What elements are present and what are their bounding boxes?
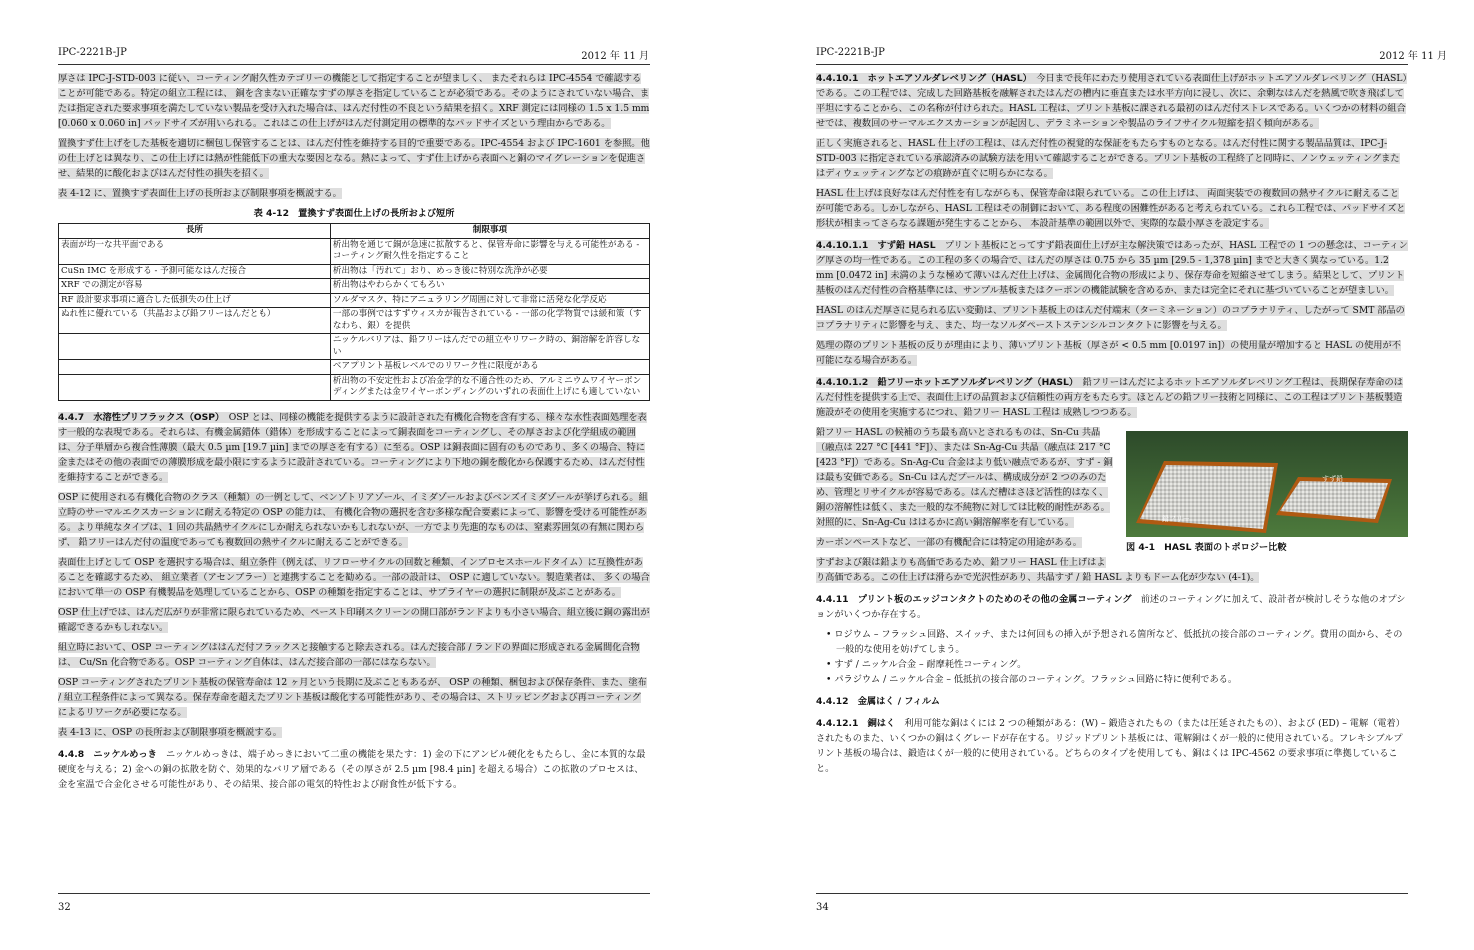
list-item: • パラジウム / ニッケル合金 – 低抵抗の接合部のコーティング。フラッシュ回路に特に便利である。 [826, 672, 1408, 687]
footer-rule [816, 893, 1408, 894]
section-number: 4.4.10.1 [816, 73, 859, 84]
table-row [59, 334, 650, 360]
section-title: 銅はく [867, 718, 896, 729]
paragraph: 表 4-13 に、OSP の長所および制限事項を概説する。 [58, 726, 282, 738]
section-copper-foil: 4.4.12.1 銅はく 利用可能な銅はくには 2 つの種類がある：(W) – 鍛造されたもの（または圧延されたもの）、および (ED) – 電解（電着）されたものまた、いくつかの銅はくグレードが存在する。リジッドプリント基板には、電解銅はくが一般的に使用されている。フレキシブルプリント基板の場合は、鍛造はくが一般的に使用されている。どちらのタイプを使用しても、銅はくは IPC-4562 の要求事項に準拠していること。 [816, 718, 1405, 774]
table-row [59, 293, 650, 308]
table-row [59, 238, 650, 264]
table-cell: 析出物はやわらかくてもろい [330, 279, 649, 294]
table-cell: ぬれ性に優れている（共晶および鉛フリーはんだとも） [59, 308, 331, 334]
footer-rule [58, 893, 650, 894]
paragraph: 正しく実施されると、HASL 仕上げの工程は、はんだ付性の視覚的な保証をもたらすものとなる。はんだ付性に関する製品品質は、IPC-J-STD-003 に指定されている承認済みの試験方法を用いて確認することができる。プリント基板の工程終了と同時に、ノンウェッティングまたはディウェッティングなどの痕跡が直ぐに明らかになる。 [816, 138, 1400, 179]
paragraph: OSP コーティングされたプリント基板の保管寿命は 12 ヶ月という長期に及ぶこともあるが、 OSP の種類、梱包および保存条件、また、塗布 / 組立工程条件によって異なる。保存寿命を超えたプリント基板は酸化する可能性があり、その場合は、ストリッピングおよび再コーティングによるリワークが必要になる。 [58, 676, 647, 718]
section-edge-contact: 4.4.11 プリント板のエッジコンタクトのためのその他の金属コーティング 前述のコーティングに加えて、設計者が検討しそうな他のオプションがいくつか存在する。 [816, 594, 1406, 620]
section-title: すず鉛 HASL [877, 240, 936, 251]
paragraph: 組立時において、OSP コーティングははんだ付フラックスと接触すると除去される。はんだ接合部 / ランドの界面に形成される金属間化合物は、 Cu/Sn 化合物である。OSP コーティング自体は、はんだ接合部の一部にはならない。 [58, 641, 640, 668]
section-title: 金属はく / フィルム [857, 696, 940, 707]
table-cell: 一部の事例ではすずウィスカが報告されている - 一部の化学物質では緩和策（すなわち、銀）を提供 [330, 308, 649, 334]
paragraph: カーボンペーストなど、一部の有機配合には特定の用途がある。 [816, 537, 1082, 548]
section-lead-free-hasl: 4.4.10.1.2 鉛フリーホットエアソルダレベリング（HASL） 鉛フリーはんだによるホットエアソルダレベリング工程は、長期保存寿命のはんだ付性を提供する上で、表面仕上げの品質および信頼性の両方をもたらす。ほとんどの鉛フリー技術と同様に、この工程はプリント基板製造施設がその使用を実施するにつれ、鉛フリー HASL 工程は 成熟しつつある。 [816, 377, 1403, 418]
header-rule [816, 64, 1408, 65]
section-number: 4.4.12 [816, 696, 849, 707]
table-cell [59, 360, 331, 375]
section-number: 4.4.8 [58, 748, 85, 760]
table-row [59, 279, 650, 294]
table-cell: 析出物を通じて銅が急速に拡散すると、保管寿命に影響を与える可能性がある - コーティング耐久性を指定すること [330, 238, 649, 264]
table-cell: CuSn IMC を形成する - 予測可能なはんだ接合 [59, 264, 331, 279]
header-rule [58, 64, 650, 65]
table-cell: XRF での測定が容易 [59, 279, 331, 294]
paragraph: HASL のはんだ厚さに見られる広い変動は、プリント基板上のはんだ付端末（ターミネーション）のコプラナリティ、したがって SMT 部品のコプラナリティに影響を与え、また、均一なソルダペーストステンシルコンタクトに影響を与える。 [816, 305, 1405, 331]
figure-hasl-topology [1126, 431, 1408, 555]
section-nickel: 4.4.8 ニッケルめっき ニッケルめっきは、端子めっきにおいて二重の機能を果たす：1) 金の下にアンビル硬化をもたらし、金に本質的な最硬度を与える；2) 金への銅の拡散を防ぐ、効果的なバリア層である（その厚さが 2.5 µm [98.4 µin] を超える場合）この拡散のプロセスは、金を室温で合金化させる可能性があり、その結果、接合部の電気的特性および耐食性が低下する。 [58, 748, 646, 790]
section-number: 4.4.12.1 [816, 718, 859, 729]
left-page-body [58, 71, 650, 797]
table-cell: 析出物の不安定性および冶金学的な不適合性のため、アルミニウムワイヤーボンディングまたは金ワイヤーボンディングのいずれの表面仕上げにも適していない [330, 374, 649, 400]
section-metal-foil [816, 694, 1408, 709]
running-header-doc-id: IPC-2221B-JP [816, 47, 885, 58]
right-page [737, 0, 1474, 950]
table-row [59, 264, 650, 279]
table-row [59, 360, 650, 375]
table-header-row [59, 224, 650, 239]
table-cell: ベアプリント基板レベルでのリワーク性に限度がある [330, 360, 649, 375]
column-header: 長所 [59, 224, 331, 239]
paragraph: OSP に使用される有機化合物のクラス（種類）の一例として、ベンゾトリアゾール、イミダゾールおよびベンズイミダゾールが挙げられる。組立時のサーマルエクスカーションに耐える特定の OSP の能力は、 有機化合物の選択を含む多様な配合要素によって、影響を受ける可能性がある。より単純なタイプは、1 回の共晶熱サイクルにしか耐えられないかもしれないが、一方でより先進的なものは、窒素雰囲気の有無に関わらず、 鉛フリーはんだ付の温度であっても複数回の熱サイクルに耐えることができる。 [58, 491, 648, 548]
section-title: プリント板のエッジコンタクトのためのその他の金属コーティング [857, 594, 1132, 605]
paragraph: 処理の際のプリント基板の反りが理由により、薄いプリント基板（厚さが < 0.5 mm [0.0197 in]）の使用量が増加すると HASL の使用が不可能になる場合がある。 [816, 340, 1401, 366]
table-row [59, 308, 650, 334]
paragraph: 鉛フリー HASL の候補のうち最も高いとされるものは、Sn-Cu 共晶（融点は 227 °C [441 °F]）、または Sn-Ag-Cu 共晶（融点は 217 °C [423 °F]）である。Sn-Ag-Cu 合金はより低い融点であるが、すず - 銅は最も安価である。Sn-Cu はんだプールは、構成成分が 2 つのみのため、管理とリサイクルが容易である。はんだ槽はさほど活性的はなく、銅の溶解性は低く、また一般的な不純物に対しては比較的耐性がある。対照的に、Sn-Ag-Cu ははるかに高い銅溶解率を有している。 [816, 427, 1113, 528]
table-cell: RF 設計要求事項に適合した低損失の仕上げ [59, 293, 331, 308]
running-header-date: 2012 年 11 月 [1379, 51, 1447, 62]
running-header-doc-id: IPC-2221B-JP [58, 47, 127, 58]
hasl-topology-image [1126, 431, 1408, 537]
table-caption: 表 4-12 置換すず表面仕上げの長所および短所 [253, 208, 455, 219]
paragraph: 置換すず仕上げをした基板を適切に梱包し保管することは、はんだ付性を維持する目的で重要である。IPC-4554 および IPC-1601 を参照。他の仕上げとは異なり、この仕上げには熱が性能低下の重大な要因となる。熱によって、すず仕上げから表面へと銅のマイグレーションを促進させ、結果的に酸化およびはんだ付性の損失を招く。 [58, 138, 650, 179]
list-item: • ロジウム – フラッシュ回路、スイッチ、または何回もの挿入が予想される箇所など、低抵抗の接合部のコーティング。費用の面から、その一般的な使用を妨げてしまう。 [826, 627, 1408, 657]
section-tin-lead-hasl: 4.4.10.1.1 すず鉛 HASL プリント基板にとってすず鉛表面仕上げが主な解決策ではあったが、HASL 工程での 1 つの懸念は、コーティング厚さの均一性である。この工程の多くの場合で、はんだの厚さは 0.75 から 35 µm [29.5 - 1,378 µin] までと大きく異なっている。1.2 mm [0.0472 in] 未満のような極めて薄いはんだ仕上げは、金属間化合物の形成により、保存寿命を短縮させてしまう。結果として、プリント基板のはんだ付性の合格基準には、サンプル基板またはクーポンの機能試験を含めるか、または完全にそれに基づいていることが望ましい。 [816, 240, 1408, 296]
paragraph: すずおよび銀は鉛よりも高価であるため、鉛フリー HASL 仕上げはより高価である。この仕上げは滑らかで光沢性があり、共晶すず / 鉛 HASL よりもドーム化が少ない (4-1)。 [816, 557, 1260, 583]
section-title: 水溶性プリフラックス（OSP） [93, 411, 220, 423]
section-number: 4.4.10.1.2 [816, 377, 869, 388]
section-number: 4.4.10.1.1 [816, 240, 869, 251]
table-cell: ニッケルバリアは、鉛フリーはんだでの組立やリワーク時の、銅溶解を許容しない [330, 334, 649, 360]
table-cell: 析出物は「汚れて」おり、めっき後に特別な洗浄が必要 [330, 264, 649, 279]
table-cell: 表面が均一な共平面である [59, 238, 331, 264]
page-number: 34 [816, 902, 829, 913]
page-number: 32 [58, 902, 71, 913]
section-title: ホットエアソルダレベリング（HASL） [867, 73, 1028, 84]
column-header: 制限事項 [330, 224, 649, 239]
table-cell [59, 374, 331, 400]
running-header-date: 2012 年 11 月 [581, 51, 649, 62]
paragraph: 表面仕上げとして OSP を選択する場合は、組立条件（例えば、リフローサイクルの回数と種類、インプロセスホールドタイム）に互換性があることを確認するため、 組立業者（アセンブラー）と連携することを勧める。一部の設計は、 OSP に適していない。製造業者は、 多くの場合において単一の OSP 有機製品を処理していることから、OSP の種類を指定することは、サプライヤーの選択に制限が及ぶことがある。 [58, 556, 650, 598]
label-lead-free: 鉛フリー [1162, 515, 1190, 523]
right-page-body [816, 71, 1408, 781]
bullet-list [816, 627, 1408, 687]
paragraph: 表 4-12 に、置換すず表面仕上げの長所および制限事項を概説する。 [58, 188, 342, 199]
section-hasl: 4.4.10.1 ホットエアソルダレベリング（HASL） 今日まで長年にわたり使用されている表面仕上げがホットエアソルダレベリング（HASL）である。この工程では、完成した回路基板を融解されたはんだの槽内に垂直または水平方向に浸し、次に、余剰なはんだを熱風で吹き飛ばして平坦にすることから、この名称が付けられた。HASL 工程は、プリント基板に課される最初のはんだ付ストレスである。いくつかの材料の組合せでは、複数回のサーマルエクスカーションが起因し、デラミネーションや製品のライフサイクル短縮を招く傾向がある。 [816, 73, 1408, 129]
paragraph: 厚さは IPC-J-STD-003 に従い、コーティング耐久性カテゴリーの機能として指定することが望ましく、 またそれらは IPC-4554 で確認することが可能である。特定の組立工程には、 銅を含まない正確なすずの厚さを指定していることが必須である。そのようにされていない場合、または指定された要求事項を満たしていない製品を受け入れた場合は、はんだ付性の不良という結果を招く。XRF 測定には同様の 1.5 x 1.5 mm [0.060 x 0.060 in] パッドサイズが用いられる。これはこの仕上げがはんだ付測定用の標準的なパッドサイズという理由からである。 [58, 73, 650, 129]
section-number: 4.4.7 [58, 411, 85, 423]
section-number: 4.4.11 [816, 594, 849, 605]
figure-caption: 図 4-1 HASL 表面のトポロジー比較 [1126, 542, 1287, 553]
section-osp: 4.4.7 水溶性プリフラックス（OSP） OSP とは、同様の機能を提供するように設計された有機化合物を含有する、様々な水性表面処理を表す一般的な表現である。それらは、有機金属錯体（錯体）を形成することによって銅表面をコーティングし、その厚さおよび化学組成の範囲は、分子単層から複合性薄膜（最大 0.5 µm [19.7 µin] までの厚さを有する）に至る。OSP は銅表面に固有のものであり、多くの場合、特に金またはその他の表面での薄膜形成を最小限にするように設計されている。コーティングにより下地の銅を酸化から保護するため、はんだ付性を維持することができる。 [58, 411, 647, 483]
table-row [59, 374, 650, 400]
table-cell [59, 334, 331, 360]
paragraph: OSP 仕上げでは、はんだ広がりが非常に限られているため、ペースト印刷スクリーンの開口部がランドよりも小さい場合、組立後に銅の露出が確認できるかもしれない。 [58, 606, 650, 633]
list-item: • すず / ニッケル合金 – 耐摩耗性コーティング。 [826, 657, 1408, 672]
section-title: 鉛フリーホットエアソルダレベリング（HASL） [877, 377, 1074, 388]
paragraph: HASL 仕上げは良好なはんだ付性を有しながらも、保管寿命は限られている。この仕上げは、 両面実装での複数回の熱サイクルに耐えることが可能である。しかしながら、HASL 工程はその制御において、ある程度の困難性があると考えられている。これら工程では、パッドサイズと形状が相まってさらなる課題が発生することから、 本設計基準の範囲以外で、実際的な最小厚さを設定する。 [816, 188, 1406, 229]
table-cell: ソルダマスク、特にアニュラリング周囲に対して非常に活発な化学反応 [330, 293, 649, 308]
advantages-limitations-table [58, 223, 650, 401]
label-tin-lead: すず鉛 [1322, 475, 1344, 483]
section-title: ニッケルめっき [93, 748, 157, 760]
